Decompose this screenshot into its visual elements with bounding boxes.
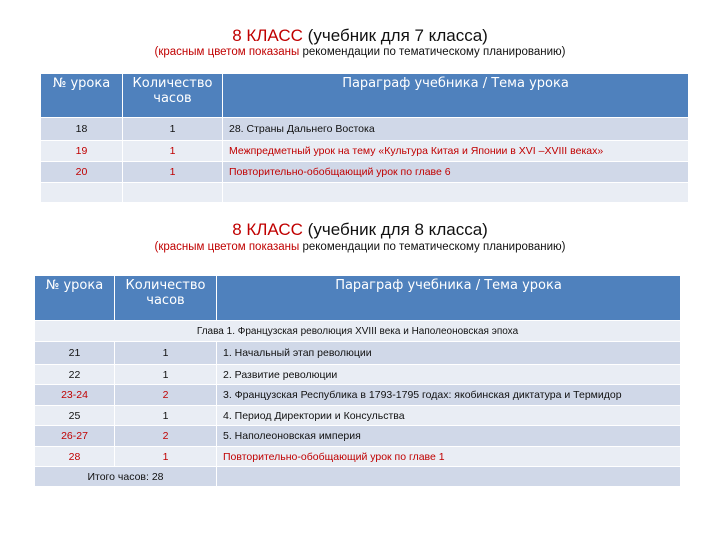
cell-lesson-number: 25 <box>35 406 115 426</box>
cell-lesson-number: 20 <box>41 162 123 183</box>
section1-title-prefix: 8 КЛАСС <box>232 26 303 45</box>
cell-topic: Межпредметный урок на тему «Культура Китая и Японии в XVI –XVIII веках» <box>223 141 689 162</box>
cell-hours: 1 <box>123 162 223 183</box>
section2-subtitle-black: рекомендации по тематическому планированию) <box>302 241 566 253</box>
cell-empty <box>223 183 689 203</box>
cell-hours: 1 <box>123 141 223 162</box>
section2-title <box>0 220 720 240</box>
table-row <box>41 162 689 183</box>
section1-title-rest: (учебник для 7 класса) <box>302 26 488 45</box>
section2-table <box>34 275 681 487</box>
table-row <box>35 447 681 467</box>
table-row <box>35 406 681 426</box>
cell-hours: 1 <box>115 342 217 365</box>
cell-topic: 1. Начальный этап революции <box>217 342 681 365</box>
table-row <box>35 426 681 447</box>
cell-hours: 2 <box>115 385 217 406</box>
section2-header-row <box>35 276 681 321</box>
cell-hours: 2 <box>115 426 217 447</box>
section2-subtitle-red: (красным цветом показаны <box>154 241 303 253</box>
table-row-empty <box>41 183 689 203</box>
cell-hours: 1 <box>115 447 217 467</box>
cell-empty <box>41 183 123 203</box>
section1-subtitle <box>0 46 720 58</box>
section1-subtitle-black: рекомендации по тематическому планированию) <box>302 46 566 58</box>
header-hours: Количество часов <box>115 276 217 321</box>
header-hours: Количество часов <box>123 74 223 118</box>
table-row <box>41 118 689 141</box>
cell-lesson-number: 22 <box>35 365 115 385</box>
cell-lesson-number: 18 <box>41 118 123 141</box>
chapter-title: Глава 1. Французская революция XVIII века и Наполеоновская эпоха <box>35 321 681 342</box>
cell-lesson-number: 19 <box>41 141 123 162</box>
cell-hours: 1 <box>115 406 217 426</box>
chapter-row <box>35 321 681 342</box>
section1-subtitle-red: (красным цветом показаны <box>154 46 303 58</box>
header-lesson-number: № урока <box>41 74 123 118</box>
section1-header-row <box>41 74 689 118</box>
table-row <box>35 365 681 385</box>
table-row <box>41 141 689 162</box>
cell-hours: 1 <box>115 365 217 385</box>
table-row <box>35 342 681 365</box>
cell-topic: 2. Развитие революции <box>217 365 681 385</box>
cell-topic: 3. Французская Республика в 1793-1795 годах: якобинская диктатура и Термидор <box>217 385 681 406</box>
cell-topic: 5. Наполеоновская империя <box>217 426 681 447</box>
section2-subtitle <box>0 241 720 253</box>
header-lesson-number: № урока <box>35 276 115 321</box>
table-row <box>35 385 681 406</box>
section2-title-rest: (учебник для 8 класса) <box>302 220 488 239</box>
header-topic: Параграф учебника / Тема урока <box>217 276 681 321</box>
cell-lesson-number: 21 <box>35 342 115 365</box>
section1-title <box>0 26 720 46</box>
cell-empty <box>123 183 223 203</box>
cell-topic: Повторительно-обобщающий урок по главе 1 <box>217 447 681 467</box>
header-topic: Параграф учебника / Тема урока <box>223 74 689 118</box>
cell-hours: 1 <box>123 118 223 141</box>
cell-empty <box>217 467 681 487</box>
total-row <box>35 467 681 487</box>
cell-lesson-number: 28 <box>35 447 115 467</box>
section2-title-prefix: 8 КЛАСС <box>232 220 303 239</box>
section1-table <box>40 73 689 203</box>
cell-lesson-number: 23-24 <box>35 385 115 406</box>
cell-topic: 28. Страны Дальнего Востока <box>223 118 689 141</box>
cell-topic: Повторительно-обобщающий урок по главе 6 <box>223 162 689 183</box>
cell-topic: 4. Период Директории и Консульства <box>217 406 681 426</box>
cell-lesson-number: 26-27 <box>35 426 115 447</box>
total-hours: Итого часов: 28 <box>35 467 217 487</box>
